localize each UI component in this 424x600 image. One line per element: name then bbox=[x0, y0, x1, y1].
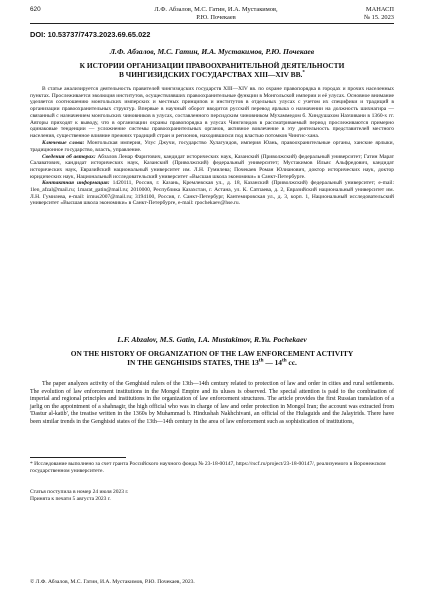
accepted-date: Принята к печати 5 августа 2023 г. bbox=[30, 495, 111, 502]
header-journal bbox=[364, 6, 394, 21]
en-title bbox=[40, 350, 384, 368]
en-abstract: The paper analyzes activity of the Genghisid rulers of the 13th—14th century related to protection of law and order in cities and rural settlements. The evolution of law enforcement institutions in the Mongol Empire and its uluses is observed. The special attention is paid to the combination of imperial and regional principles and institutions in the organization of law enforcement structures. The article provides the first Russian translation of a jarlig on the appointment of a shahnagir, the high official who was in charge of law and order protection in Mongol Iran; the account was extracted from 'Dastur al-katib', the treatise written in the 1360s by Muhammad b. Hindushah Nakhchivani, an official of the Hulaguids and the Jalayirids. There have been similar trends in the Genghisid states of the 13th—14th century in the area of law enforcement such as sophistication of institutions, bbox=[30, 381, 394, 425]
ru-contact-text: 1420111, Россия, г. Казань, Кремлевская ул., д. 18, Казанский (Приволжский) федеральный университет; e-mail: 1len_afzal@mail.ru; 1marat_gatin@mail.ru; 2010000, Республика Казахстан, г. Астана, ул. К. Сатпаева, д. 2, Евразийский национальный университет им. Л.Н. Гумилева, e-mail: irmus2007@mail.ru; 3194100, Россия, г. Санкт-Петербург, Кантемировская ул., д. 3, корп. 1, Национальный исследовательский университет «Высшая школа экономики» в Санкт-Петербурге, e-mail: rpochekaev@hse.ru. bbox=[30, 180, 394, 207]
ru-keywords-text: Монгольская империя, Улус Джучи, государство Хулагуидов, империя Юань, правоохранительные органы, ханские ярлыки, традиционное государство, власть, управление. bbox=[30, 140, 394, 153]
header-authors-line1: Л.Ф. Абзалов, М.С. Гатин, И.А. Мустакимов, bbox=[154, 6, 278, 13]
en-authors: L.F. Abzalov, M.S. Gatin, I.A. Mustakimov, R.Yu. Pochekaev bbox=[117, 335, 307, 344]
ru-about-text: Абзалов Ленар Фаритович, кандидат исторических наук, Казанский (Приволжский) федеральный университет; Гатин Марат Салаватович, кандидат исторических наук, Казанский (Приволжский) федеральный университет; Мустакимов Ильяс Альфредович, кандидат исторических наук, Евразийский национальный университет им. Л.Н. Гумилева; Почекаев Роман Юлианович, доктор исторических наук, доктор юридических наук, Национальный исследовательский университет «Высшая школа экономики» в Санкт-Петербурге. bbox=[30, 153, 395, 180]
ru-keywords-label: Ключевые слова: bbox=[42, 140, 85, 147]
ru-title bbox=[40, 62, 384, 79]
ru-contact bbox=[30, 180, 394, 207]
ru-title-line2-text: В ЧИНГИЗИДСКИХ ГОСУДАРСТВАХ XIII—XIV ВВ. bbox=[119, 69, 303, 79]
ru-keywords bbox=[30, 140, 394, 153]
header-authors-line2: Р.Ю. Почекаев bbox=[196, 13, 236, 21]
ru-about-label: Сведения об авторах: bbox=[42, 153, 96, 160]
ru-authors: Л.Ф. Абзалов, М.С. Гатин, И.А. Мустакимов, Р.Ю. Почекаев bbox=[109, 47, 315, 56]
article-dates bbox=[30, 489, 128, 503]
ru-title-line2 bbox=[40, 71, 384, 80]
ru-contact-label: Контактная информация: bbox=[42, 180, 110, 187]
page-number: 620 bbox=[30, 6, 41, 13]
en-title-line2 bbox=[40, 359, 384, 368]
en-title-line1: ON THE HISTORY OF ORGANIZATION OF THE LAW ENFORCEMENT ACTIVITY bbox=[70, 349, 354, 358]
en-title-part-b: — 14 bbox=[263, 357, 282, 367]
header-divider bbox=[30, 23, 394, 24]
journal-name: МАНАСП bbox=[365, 6, 394, 13]
received-date: Статья поступила в номер 24 июля 2023 г. bbox=[30, 489, 129, 495]
journal-issue: № 15. 2023 bbox=[363, 13, 394, 21]
en-abstract-block bbox=[30, 381, 394, 427]
ru-about-authors bbox=[30, 154, 394, 181]
ru-title-footnote-mark: * bbox=[302, 69, 305, 76]
en-title-sup2: th bbox=[281, 357, 287, 364]
ru-abstract: В статье анализируется деятельность правителей чингизидских государств XIII—XIV вв. по охране правопорядка в городах и прочих населенных пунктах. Прослеживается эволюция институтов, осуществлявших правоохранительные функции в Монгольской империи и её улусах. Основное внимание уделяется соотношению монгольских имперских и местных принципов и институтов в отдельных улусах с учетом их специфики и традиций в организации правоохранительных структур. Впервые в научный оборот вводится русский перевод ярлыка о назначении на должность шихнагира — связанный с назначением монгольских чиновников в улусах, составленного персидским чиновником Мухаммедом б. Хиндушахом Нахчивани в 1360-х гг. Авторы приходят к выводу, что в организации охраны правопорядка в улусах Чингизидов в рассматриваемый период прослеживаются примерно одинаковые тенденции — усложнение системы правоохранительных органов, активное вовлечение в эту деятельность представителей местного населения, существенное влияние прежних традиций стран и регионов, находившихся под властью потомков Чингис-хана. bbox=[30, 86, 394, 139]
en-title-sup1: th bbox=[258, 357, 264, 364]
footnote-divider bbox=[30, 457, 126, 458]
doi: DOI: 10.53737/7473.2023.69.65.022 bbox=[30, 30, 151, 39]
copyright: © Л.Ф. Абзалов, М.С. Гатин, И.А. Мустакимов, Р.Ю. Почекаев, 2023. bbox=[30, 579, 195, 585]
ru-title-line1: К ИСТОРИИ ОРГАНИЗАЦИИ ПРАВООХРАНИТЕЛЬНОЙ ДЕЯТЕЛЬНОСТИ bbox=[79, 61, 345, 70]
en-title-part-a: IN THE GENGHISIDS STATES, THE 13 bbox=[127, 357, 259, 367]
footnote: * Исследование выполнено за счет гранта Российского научного фонда № 23-18-00147, https://rscf.ru/project/23-18-00147/, реализуемого в Воронежском государственном университете. bbox=[30, 461, 386, 474]
ru-abstract-block bbox=[30, 86, 394, 207]
header-authors bbox=[116, 6, 316, 21]
en-title-part-c: cc. bbox=[286, 357, 297, 367]
